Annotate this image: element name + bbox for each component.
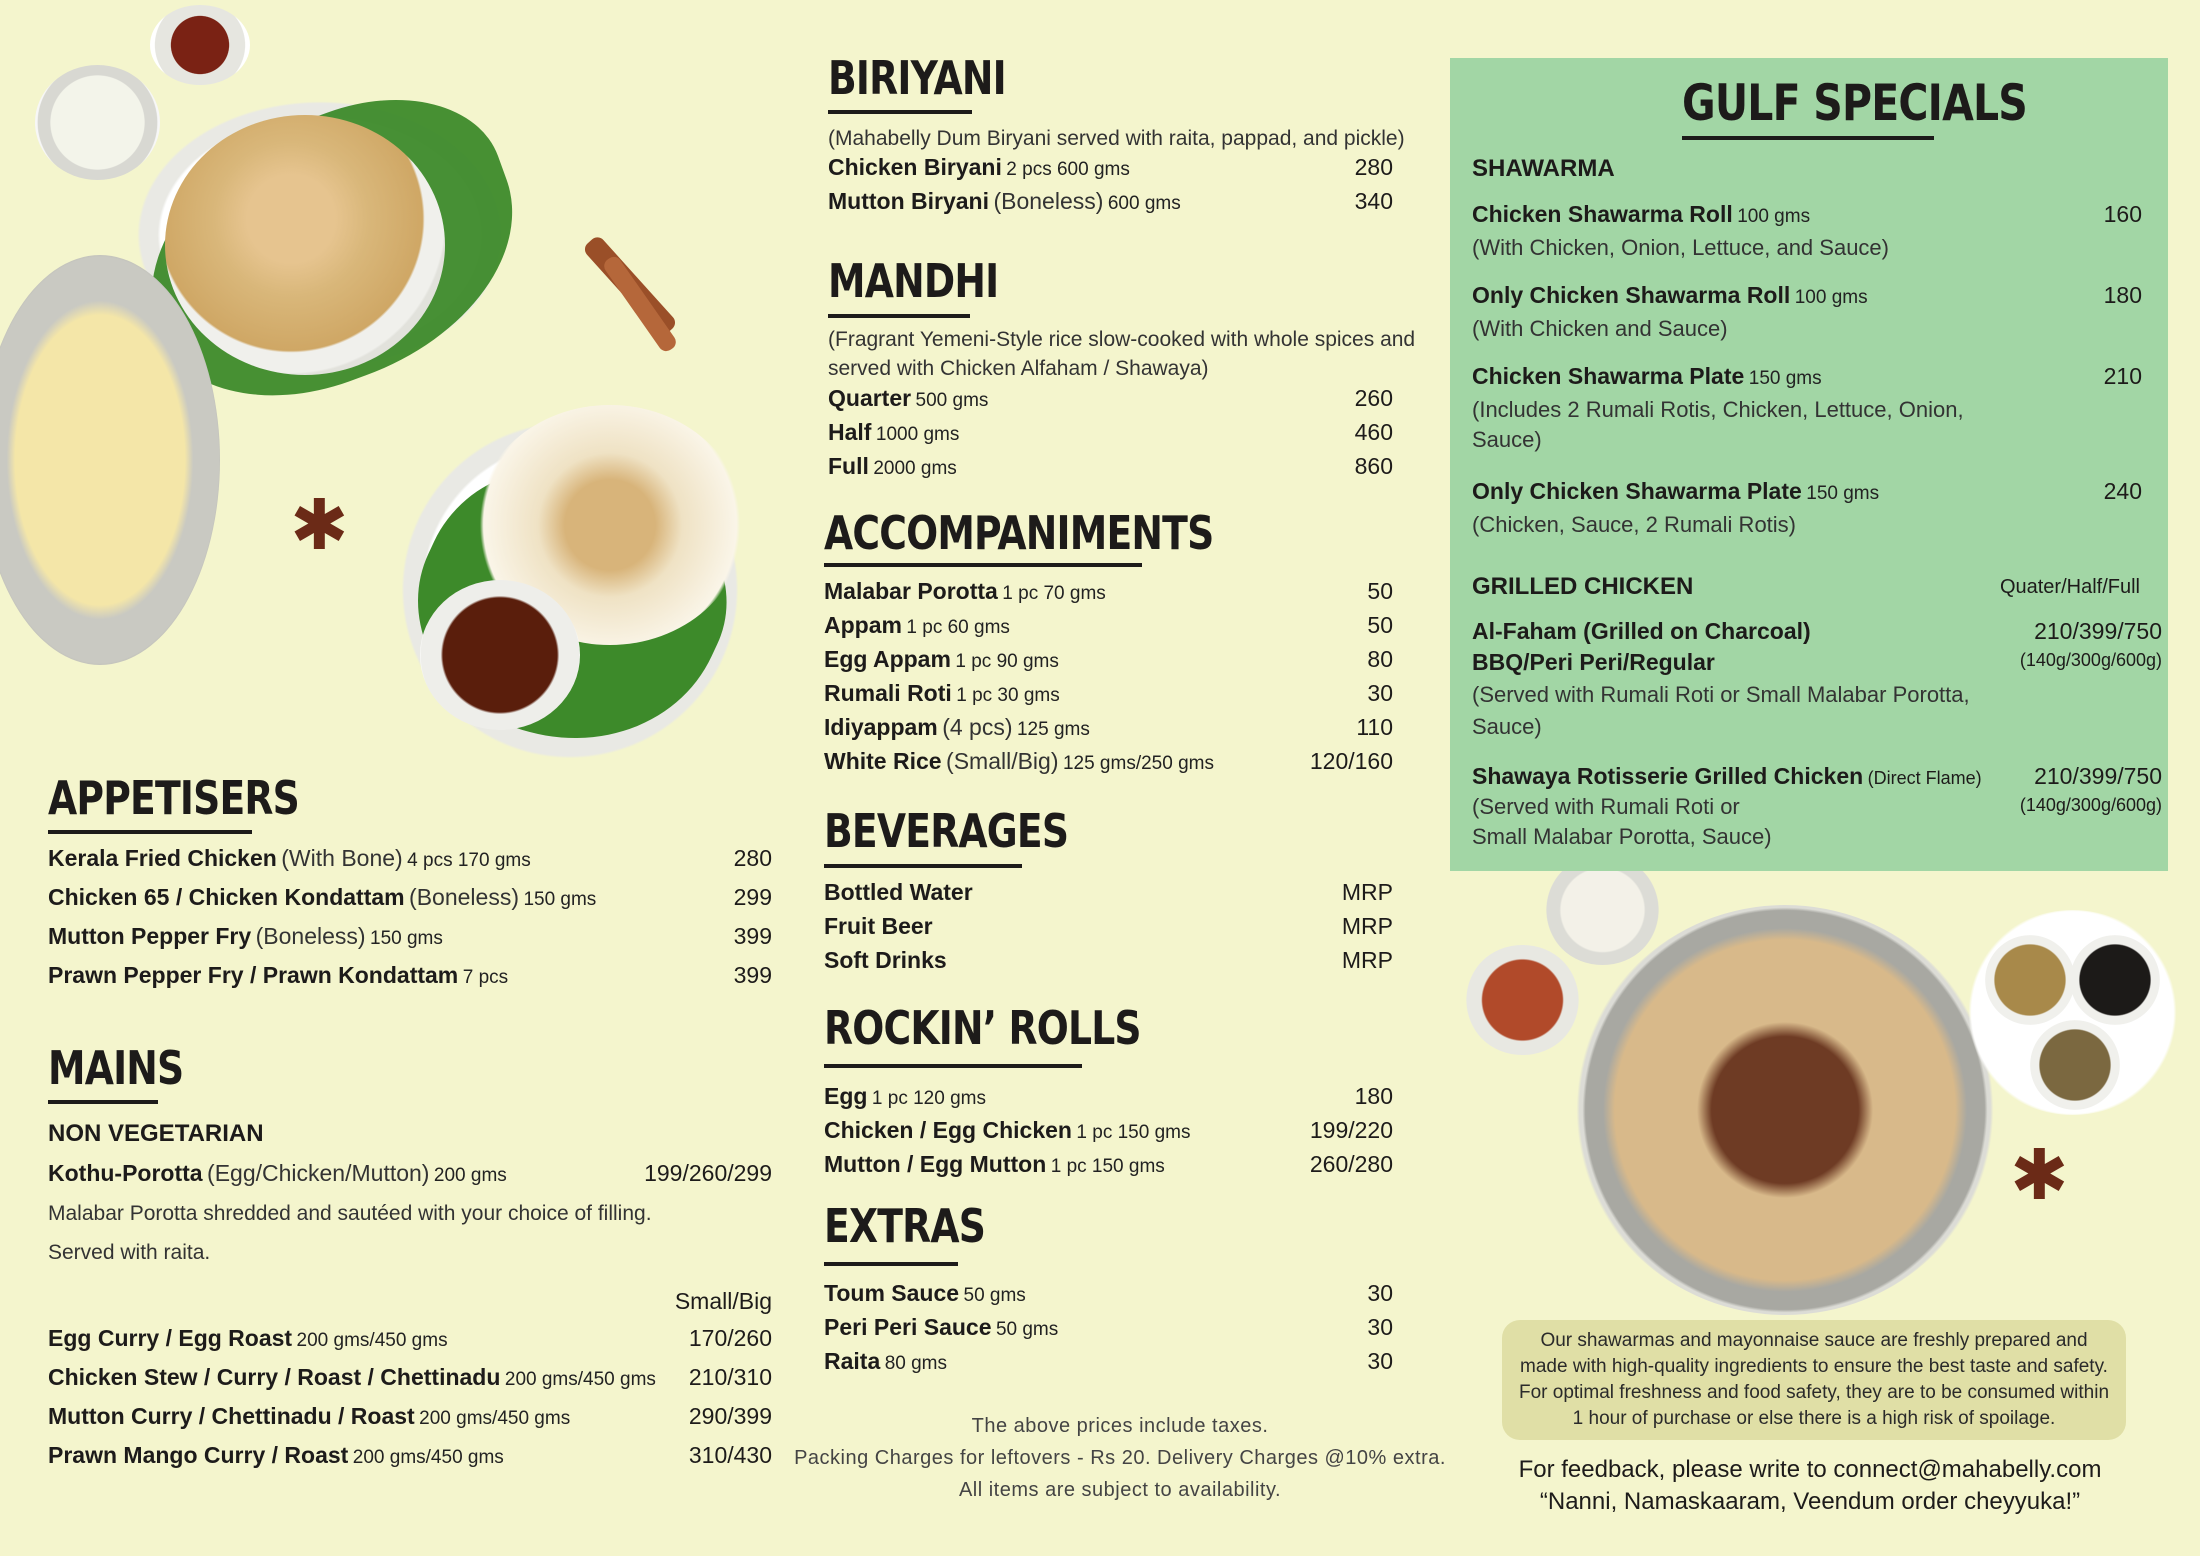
menu-item: Egg 1 pc 120 gms 180	[824, 1083, 1393, 1109]
menu-item: White Rice (Small/Big) 125 gms/250 gms 120/160	[824, 748, 1393, 774]
menu-item: Egg Appam 1 pc 90 gms 80	[824, 646, 1393, 672]
curry-bowl-image	[420, 580, 580, 730]
rolls-underline	[824, 1064, 1082, 1068]
shawarma-item: Only Chicken Shawarma Roll 100 gms 180 (With Chicken and Sauce)	[1472, 282, 2142, 341]
menu-item: Quarter 500 gms 260	[828, 385, 1393, 411]
menu-item: Appam 1 pc 60 gms 50	[824, 612, 1393, 638]
beverages-underline	[824, 864, 1022, 868]
alfaham-weights: (140g/300g/600g)	[2019, 650, 2162, 670]
menu-item: Peri Peri Sauce 50 gms 30	[824, 1314, 1393, 1340]
mandhi-note-2: served with Chicken Alfaham / Shawaya)	[828, 357, 1209, 380]
menu-item: Prawn Mango Curry / Roast 200 gms/450 gms 310/430	[48, 1442, 772, 1468]
shawarma-item: Chicken Shawarma Roll 100 gms 160 (With Chicken, Onion, Lettuce, and Sauce)	[1472, 201, 2142, 260]
freshness-notice-box: Our shawarmas and mayonnaise sauce are freshly prepared and made with high-quality ingredients to ensure the best taste and safety. For optimal freshness and food safety, they are to be consumed within 1 hour of purchase or else there is a high risk of spoilage.	[1502, 1320, 2126, 1440]
pepper-bowl-image	[2070, 935, 2160, 1025]
star-anise-image-2: ✱	[2010, 1136, 2069, 1214]
extras-heading: EXTRAS	[824, 1199, 986, 1253]
shawarma-item: Chicken Shawarma Plate 150 gms 210 (Includes 2 Rumali Rotis, Chicken, Lettuce, Onion, Sauce)	[1472, 363, 2142, 452]
small-big-label: Small/Big	[674, 1288, 772, 1314]
biriyani-heading: BIRIYANI	[828, 51, 1006, 105]
mayo-bowl-image	[1545, 855, 1660, 965]
shawaya-item: Shawaya Rotisserie Grilled Chicken (Direct Flame) (Served with Rumali Roti or Small Malabar Porotta, Sauce) 210/399/750 (140g/300g/600g)	[1472, 763, 2162, 849]
star-anise-image: ✱	[290, 486, 349, 564]
shawaya-weights: (140g/300g/600g)	[2019, 795, 2162, 815]
mandhi-note-1: (Fragrant Yemeni-Style rice slow-cooked with whole spices and	[828, 328, 1416, 351]
biriyani-list	[828, 154, 1393, 222]
alfaham-item: Al-Faham (Grilled on Charcoal) BBQ/Peri Peri/Regular (Served with Rumali Roti or Small Malabar Porotta, Sauce) 210/399/750 (140g/300g/600g)	[1472, 618, 2162, 739]
menu-item: Toum Sauce 50 gms 30	[824, 1280, 1393, 1306]
rolls-heading: ROCKIN’ ROLLS	[824, 1001, 1141, 1055]
gulf-specials-heading: GULF SPECIALS	[1682, 74, 2028, 132]
beverages-list	[824, 879, 1393, 981]
gulf-heading-underline	[1682, 136, 1934, 140]
accompaniments-list	[824, 578, 1393, 782]
shawarma-subheading: SHAWARMA	[1472, 155, 1615, 182]
alfaham-price: 210/399/750	[2034, 618, 2162, 644]
menu-item: Bottled Water MRP	[824, 879, 1393, 905]
dip-bowl-image	[1465, 945, 1580, 1055]
menu-item: Full 2000 gms 860	[828, 453, 1393, 479]
menu-item: Raita 80 gms 30	[824, 1348, 1393, 1374]
cumin-bowl-image	[2030, 1020, 2120, 1110]
menu-item: Malabar Porotta 1 pc 70 gms 50	[824, 578, 1393, 604]
appetisers-heading: APPETISERS	[48, 771, 299, 825]
shawarma-item: Only Chicken Shawarma Plate 150 gms 240 (Chicken, Sauce, 2 Rumali Rotis)	[1472, 478, 2142, 537]
menu-item: Fruit Beer MRP	[824, 913, 1393, 939]
mains-heading: MAINS	[48, 1041, 184, 1095]
biriyani-underline	[828, 110, 972, 114]
menu-item: Mutton Curry / Chettinadu / Roast 200 gms/450 gms 290/399	[48, 1403, 772, 1429]
non-vegetarian-subheading: NON VEGETARIAN	[48, 1120, 264, 1147]
extras-underline	[824, 1262, 958, 1266]
accompaniments-heading: ACCOMPANIMENTS	[824, 506, 1214, 560]
tagline-text: “Nanni, Namaskaaram, Veendum order cheyyuka!”	[1539, 1488, 2081, 1515]
beverages-heading: BEVERAGES	[824, 804, 1069, 858]
menu-item: Chicken / Egg Chicken 1 pc 150 gms 199/220	[824, 1117, 1393, 1143]
menu-item: Mutton Biryani (Boneless) 600 gms 340	[828, 188, 1393, 214]
menu-item: Prawn Pepper Fry / Prawn Kondattam 7 pcs 399	[48, 962, 772, 988]
mandhi-underline	[828, 314, 970, 318]
mains-underline	[48, 1100, 158, 1104]
biriyani-note: (Mahabelly Dum Biryani served with raita, pappad, and pickle)	[828, 127, 1405, 150]
kothu-porotta-item: Kothu-Porotta (Egg/Chicken/Mutton) 200 gms 199/260/299 Malabar Porotta shredded and sautéed with your choice of filling. Served with raita.	[48, 1160, 772, 1264]
extras-list	[824, 1280, 1393, 1382]
menu-item: Mutton Pepper Fry (Boneless) 150 gms 399	[48, 923, 772, 949]
menu-item: Chicken Biryani 2 pcs 600 gms 280	[828, 154, 1393, 180]
menu-item: Soft Drinks MRP	[824, 947, 1393, 973]
raita-bowl-image	[35, 65, 160, 180]
menu-item: Chicken Stew / Curry / Roast / Chettinadu 200 gms/450 gms 210/310	[48, 1364, 772, 1390]
mains-list	[48, 1325, 772, 1481]
mandhi-platter-image	[1575, 905, 1995, 1315]
coriander-bowl-image	[1985, 935, 2075, 1025]
grilled-chicken-subheading: GRILLED CHICKEN	[1472, 573, 1694, 600]
menu-item: Half 1000 gms 460	[828, 419, 1393, 445]
feedback-text: For feedback, please write to connect@mahabelly.com	[1518, 1456, 2102, 1483]
rolls-list	[824, 1083, 1393, 1185]
pickle-bowl-image	[150, 5, 250, 85]
mandhi-list	[828, 385, 1393, 487]
appetisers-underline	[48, 830, 252, 834]
menu-item: Chicken 65 / Chicken Kondattam (Boneless) 150 gms 299	[48, 884, 772, 910]
menu-item: Kerala Fried Chicken (With Bone) 4 pcs 170 gms 280	[48, 845, 772, 871]
appetisers-list	[48, 845, 772, 1001]
cinnamon-sticks-image-2	[601, 254, 679, 354]
footer-note: Packing Charges for leftovers - Rs 20. Delivery Charges @10% extra.	[794, 1447, 1446, 1469]
footer-note: The above prices include taxes.	[971, 1415, 1269, 1437]
menu-item: Egg Curry / Egg Roast 200 gms/450 gms 170/260	[48, 1325, 772, 1351]
biryani-rice-image	[165, 115, 445, 375]
accompaniments-underline	[824, 563, 1142, 567]
menu-item: Mutton / Egg Mutton 1 pc 150 gms 260/280	[824, 1151, 1393, 1177]
menu-item: Rumali Roti 1 pc 30 gms 30	[824, 680, 1393, 706]
quarter-half-full-label: Quater/Half/Full	[1999, 576, 2140, 598]
menu-item: Idiyappam (4 pcs) 125 gms 110	[824, 714, 1393, 740]
footer-note: All items are subject to availability.	[958, 1479, 1282, 1501]
mandhi-heading: MANDHI	[828, 254, 999, 308]
gulf-specials-panel	[1450, 58, 2168, 871]
shawaya-price: 210/399/750	[2034, 763, 2162, 789]
